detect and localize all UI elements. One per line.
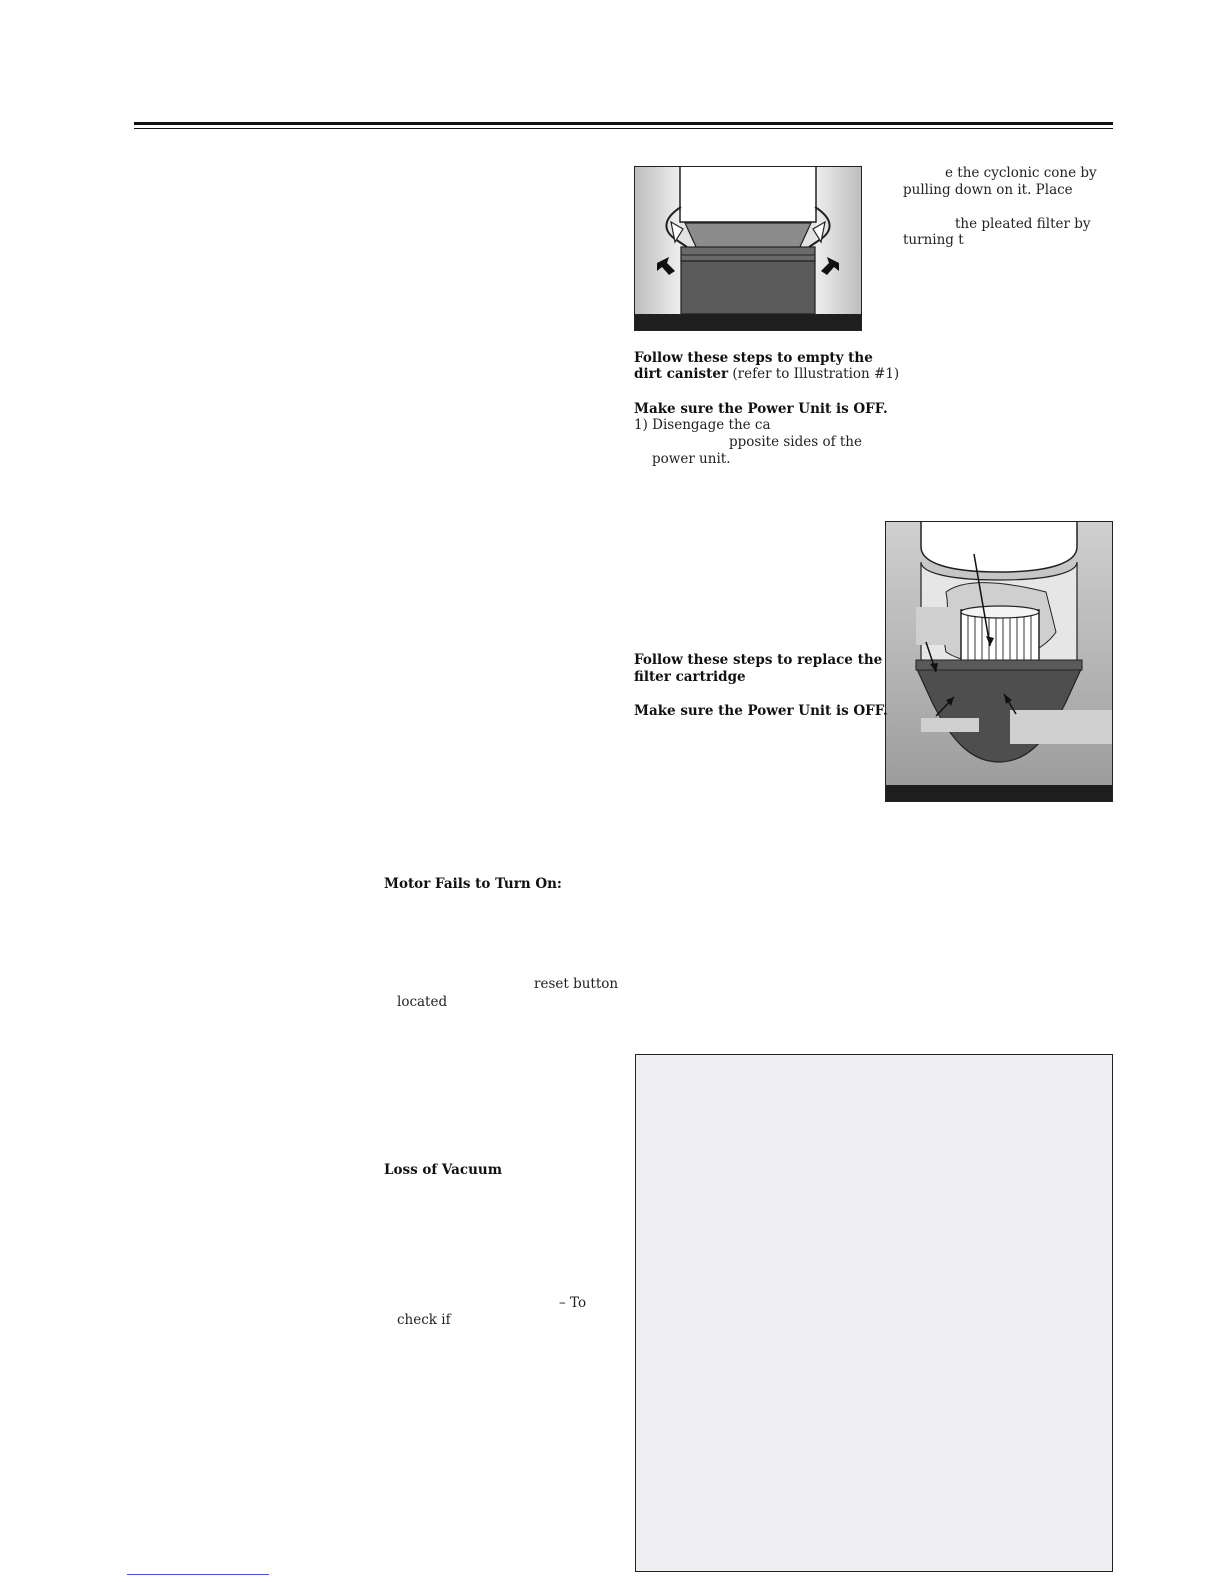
- dirt-canister-term: dirt canister: [634, 366, 729, 382]
- motor-reset-text: reset button: [534, 976, 619, 992]
- info-panel: [635, 1054, 1113, 1572]
- filter-text-line1: the pleated filter by: [955, 216, 1091, 232]
- vacuum-check-text: check if: [397, 1312, 451, 1328]
- dirt-canister-heading: Follow these steps to empty the: [634, 350, 873, 366]
- motor-fails-heading: Motor Fails to Turn On:: [384, 876, 562, 892]
- loss-of-vacuum-heading: Loss of Vacuum: [384, 1162, 503, 1178]
- power-off-warning-1: Make sure the Power Unit is OFF.: [634, 401, 888, 417]
- link-underline[interactable]: [127, 1574, 269, 1575]
- step1-line2: pposite sides of the: [729, 434, 862, 450]
- filter-cartridge-illustration: [885, 521, 1113, 802]
- header-rule-thin: [134, 128, 1113, 129]
- vacuum-to-text: – To: [559, 1295, 587, 1311]
- step1-line1: 1) Disengage the ca: [634, 417, 771, 433]
- illustration-ref: (refer to Illustration #1): [728, 366, 900, 382]
- cone-text-line1: e the cyclonic cone by: [945, 165, 1097, 181]
- filter-text-line2: turning t: [903, 232, 964, 248]
- cone-text-line2: pulling down on it. Place: [903, 182, 1073, 198]
- step1-line3: power unit.: [652, 451, 731, 467]
- dirt-canister-heading-line2: [634, 366, 899, 383]
- header-rule-thick: [134, 122, 1113, 125]
- dirt-canister-illustration: [634, 166, 862, 331]
- filter-cartridge-heading-line2: filter cartridge: [634, 669, 746, 685]
- filter-cartridge-heading: Follow these steps to replace the: [634, 652, 883, 668]
- motor-located-text: located: [397, 994, 448, 1010]
- power-off-warning-2: Make sure the Power Unit is OFF.: [634, 703, 888, 719]
